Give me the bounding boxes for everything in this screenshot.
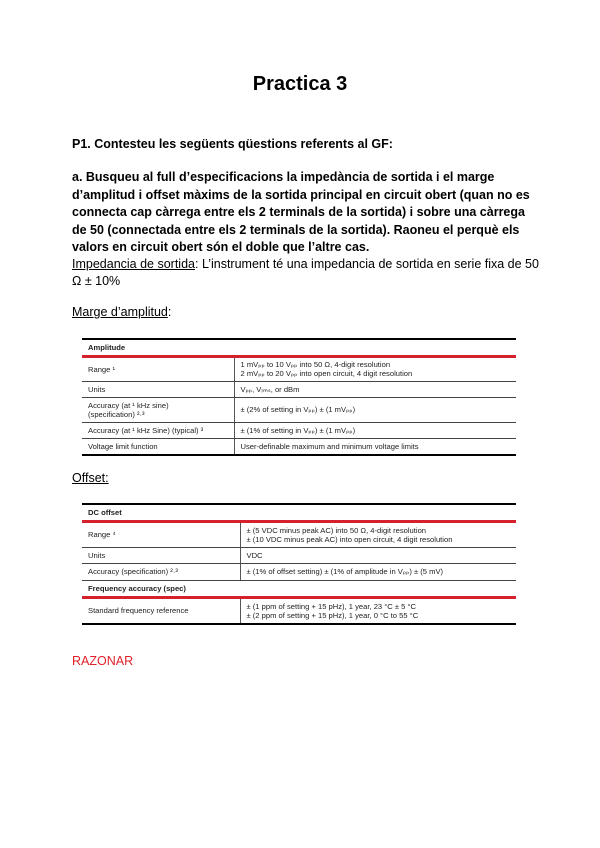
table-row <box>82 597 516 624</box>
row-label: Range ¹ <box>82 356 234 381</box>
impedance-line-2: Ω ± 10% <box>72 274 121 288</box>
row-value-line: 1 mVₚₚ to 10 Vₚₚ into 50 Ω, 4-digit resolution <box>240 360 391 369</box>
table-row <box>82 547 516 563</box>
row-value-line: ± (1 ppm of setting + 15 pHz), 1 year, 23 °C ± 5 °C <box>246 601 417 611</box>
row-value-line: ± (5 VDC minus peak AC) into 50 Ω, 4-digit resolution <box>246 525 427 535</box>
table-row <box>82 356 516 381</box>
frequency-subheader-cell: Frequency accuracy (spec) <box>82 580 516 597</box>
amplitude-label: Marge d’amplitud <box>72 305 168 319</box>
table-row <box>82 381 516 397</box>
row-label: Accuracy (at ¹ kHz Sine) (typical) ³ <box>82 422 234 438</box>
question-text: a. Busqueu al full d’especificacions la impedància de sortida i el marge d’amplitud i offset màxims de la sortida principal en circuit obert (quan no es connecta cap càrrega entre els 2 terminals de la sortida) i sobre una càrrega de 50 (connectada entre els 2 terminals de la sortida). Raoneu el perquè els valors en circuit obert són el doble que l’altre cas. <box>72 170 530 255</box>
row-label: Units <box>82 381 234 397</box>
impedance-text: : L’instrument té una impedancia de sortida en serie fixa de 50 <box>195 257 539 271</box>
row-value <box>234 356 516 381</box>
row-value: ± (1% of offset setting) ± (1% of amplitude in Vₚₚ) ± (5 mV) <box>240 563 516 580</box>
row-value-line: ± (10 VDC minus peak AC) into open circuit, 4 digit resolution <box>246 534 453 544</box>
offset-heading <box>72 470 109 488</box>
table-row <box>82 397 516 422</box>
offset-header-cell: DC offset <box>82 504 516 521</box>
impedance-label: Impedancia de sortida <box>72 257 195 271</box>
row-value <box>240 521 516 547</box>
page-title: Practica 3 <box>252 73 348 95</box>
row-label: Standard frequency reference <box>82 597 240 624</box>
row-label <box>82 397 234 422</box>
amplitude-table <box>82 338 516 456</box>
table-row <box>82 438 516 455</box>
row-label: Voltage limit function <box>82 438 234 455</box>
question-heading: P1. Contesteu les següents qüestions referents al GF: <box>72 137 393 151</box>
row-value: ± (2% of setting in Vₚₚ) ± (1 mVₚₚ) <box>234 397 516 422</box>
table-row <box>82 563 516 580</box>
row-label: Range ⁴ <box>82 521 240 547</box>
frequency-subheader <box>82 580 516 597</box>
amplitude-header-cell: Amplitude <box>82 339 516 356</box>
offset-label: Offset: <box>72 471 109 485</box>
table-row <box>82 521 516 547</box>
row-label: Units <box>82 547 240 563</box>
row-value-line: 2 mVₚₚ to 20 Vₚₚ into open circuit, 4 digit resolution <box>240 369 413 378</box>
amplitude-colon: : <box>167 305 172 319</box>
offset-table-header <box>82 504 516 521</box>
row-value: Vₚₚ, Vᵣₘₛ, or dBm <box>234 381 516 397</box>
offset-table <box>82 503 516 625</box>
row-label: Accuracy (specification) ²·³ <box>82 563 240 580</box>
row-value: ± (1% of setting in Vₚₚ) ± (1 mVₚₚ) <box>234 422 516 438</box>
impedance-line-1 <box>72 256 539 274</box>
row-value: User-definable maximum and minimum voltage limits <box>234 438 516 455</box>
table-row <box>82 422 516 438</box>
row-value-line: ± (2 ppm of setting + 15 pHz), 1 year, 0 °C to 55 °C <box>246 610 419 620</box>
row-value: VDC <box>240 547 516 563</box>
amplitude-heading <box>72 304 171 322</box>
row-label-line: Accuracy (at ¹ kHz sine) <box>88 400 169 410</box>
row-label-line: (specification) ²·³ <box>88 409 145 419</box>
amplitude-table-header <box>82 339 516 356</box>
reasoning-note: RAZONAR <box>72 654 134 668</box>
row-value <box>240 597 516 624</box>
